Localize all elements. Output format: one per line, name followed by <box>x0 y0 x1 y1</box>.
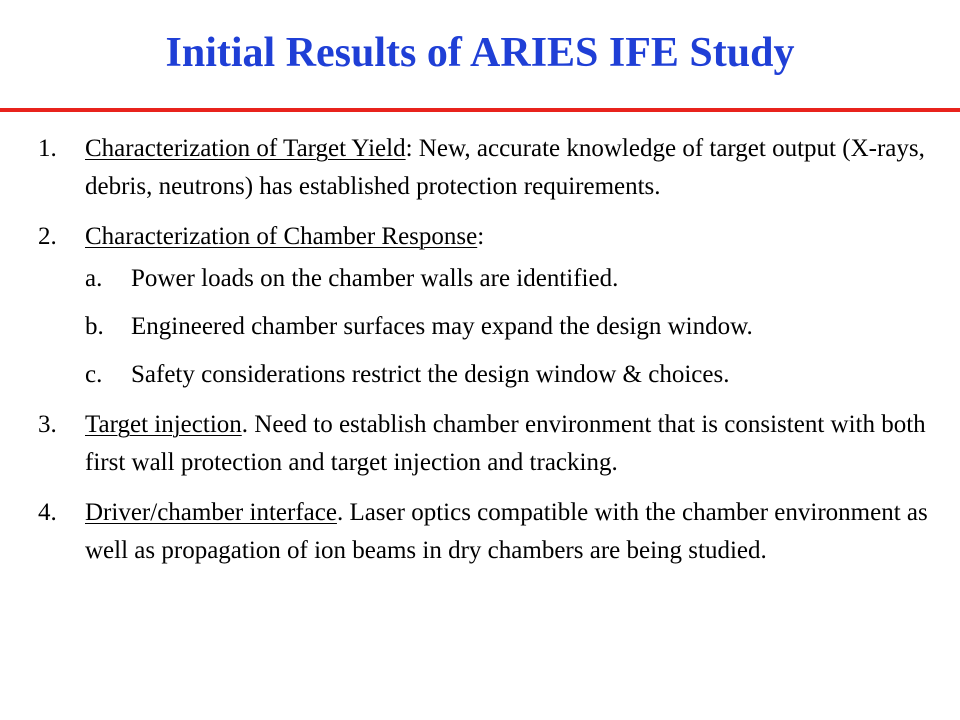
item-number: 4. <box>38 499 57 526</box>
slide-title: Initial Results of ARIES IFE Study <box>165 30 795 76</box>
sub-list <box>85 260 938 394</box>
item-heading: Target injection <box>85 411 242 438</box>
list-item-target-injection <box>38 406 938 482</box>
item-heading: Characterization of Chamber Response <box>85 223 478 250</box>
item-number: 2. <box>38 223 57 250</box>
sub-item-safety <box>85 356 938 394</box>
results-list <box>38 130 938 582</box>
list-item-target-yield <box>38 130 938 206</box>
item-number: 1. <box>38 135 57 162</box>
item-number: 3. <box>38 411 57 438</box>
sub-item-power-loads <box>85 260 938 298</box>
list-item-chamber-response <box>38 218 938 394</box>
list-item-driver-interface <box>38 494 938 570</box>
item-text: . Need to establish chamber environment that is consistent with both first wall protection and target injection and tracking. <box>85 411 926 476</box>
item-heading: Driver/chamber interface <box>85 499 337 526</box>
item-text: . Laser optics compatible with the chamber environment as well as propagation of ion beams in dry chambers are being studied. <box>85 499 928 564</box>
sub-item-letter: a. <box>85 265 103 292</box>
sub-item-text: Safety considerations restrict the design window & choices. <box>131 361 730 388</box>
title-divider <box>0 108 960 112</box>
sub-item-letter: b. <box>85 313 104 340</box>
item-text: : New, accurate knowledge of target output (X-rays, debris, neutrons) has established protection requirements. <box>85 135 925 200</box>
item-heading: Characterization of Target Yield <box>85 135 406 162</box>
sub-item-text: Engineered chamber surfaces may expand the design window. <box>131 313 753 340</box>
sub-item-letter: c. <box>85 361 103 388</box>
sub-item-engineered-surfaces <box>85 308 938 346</box>
sub-item-text: Power loads on the chamber walls are identified. <box>131 265 619 292</box>
item-text: : <box>477 223 485 250</box>
